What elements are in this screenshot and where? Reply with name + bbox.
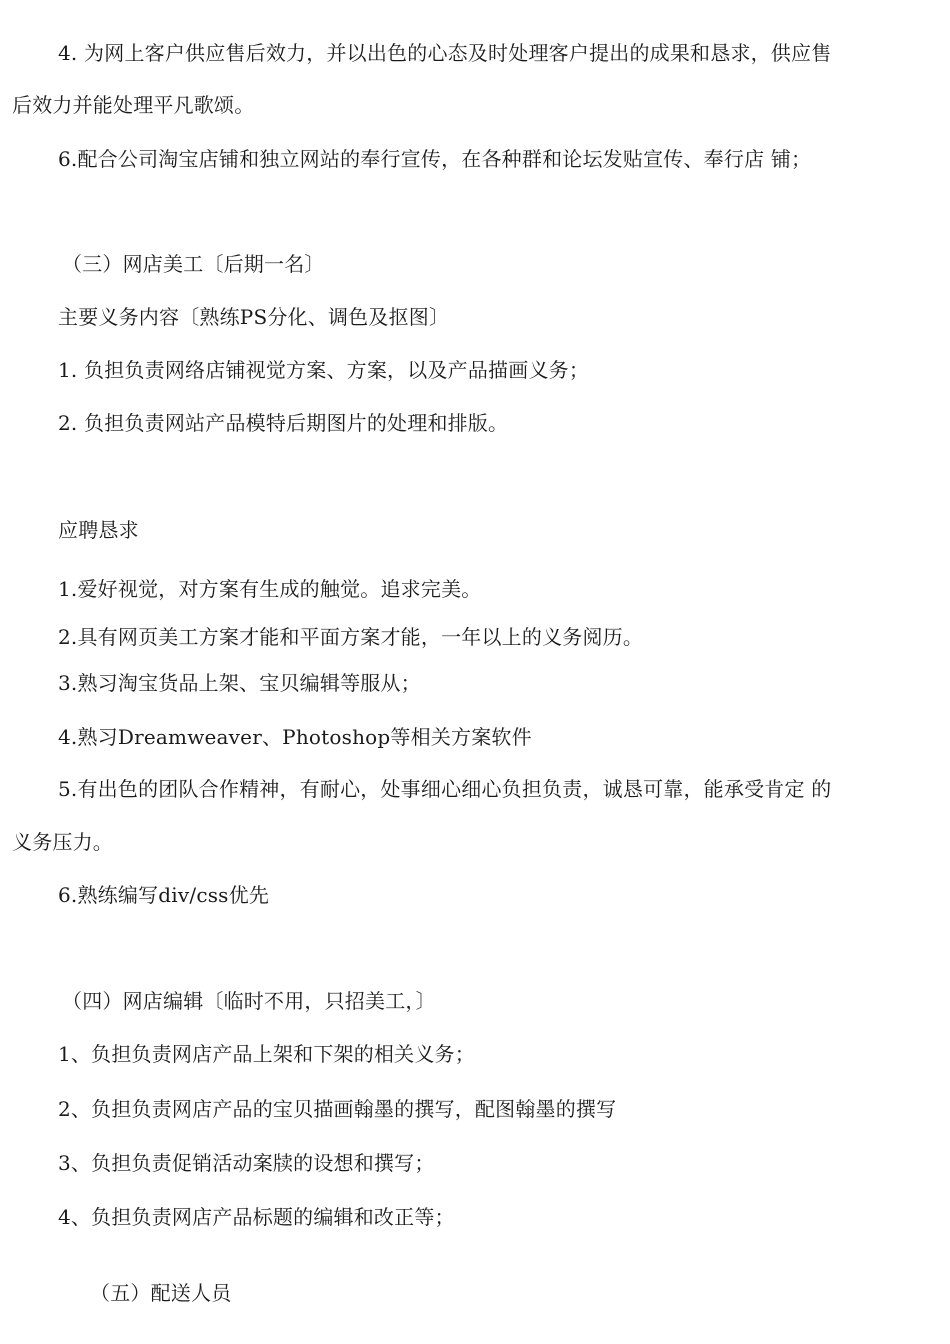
section-5-heading: （五）配送人员 (90, 1281, 232, 1305)
section-4-item-1: 1、负担负责网店产品上架和下架的相关义务； (58, 1042, 475, 1066)
requirement-2: 2.具有网页美工方案才能和平面方案才能，一年以上的义务阅历。 (58, 625, 644, 649)
section-3-duty-1: 1. 负担负责网络店铺视觉方案、方案，以及产品描画义务； (58, 358, 590, 382)
requirement-5-line-1: 5.有出色的团队合作精神，有耐心，处事细心细心负担负责，诚恳可靠，能承受肯定 的 (58, 777, 832, 801)
paragraph-4-line-1: 4. 为网上客户供应售后效力，并以出色的心态及时处理客户提出的成果和恳求，供应售 (58, 41, 832, 65)
section-4-item-4: 4、负担负责网店产品标题的编辑和改正等； (58, 1205, 455, 1229)
section-4-item-2: 2、负担负责网店产品的宝贝描画翰墨的撰写，配图翰墨的撰写 (58, 1097, 617, 1121)
requirement-4: 4.熟习Dreamweaver、Photoshop等相关方案软件 (58, 725, 532, 749)
requirements-title: 应聘恳求 (58, 518, 139, 542)
paragraph-4-line-2: 后效力并能处理平凡歌颂。 (12, 93, 255, 117)
requirement-6: 6.熟练编写div/css优先 (58, 883, 270, 907)
requirement-1: 1.爱好视觉，对方案有生成的触觉。追求完美。 (58, 577, 482, 601)
requirement-3: 3.熟习淘宝货品上架、宝贝编辑等服从； (58, 671, 421, 695)
section-3-duty-2: 2. 负担负责网站产品模特后期图片的处理和排版。 (58, 411, 509, 435)
paragraph-6: 6.配合公司淘宝店铺和独立网站的奉行宣传，在各种群和论坛发贴宣传、奉行店 铺； (58, 147, 812, 171)
section-3-subheading: 主要义务内容〔熟练PS分化、调色及抠图〕 (58, 305, 450, 329)
requirement-5-line-2: 义务压力。 (12, 830, 113, 854)
section-3-heading: （三）网店美工〔后期一名〕 (62, 252, 325, 276)
section-4-heading: （四）网店编辑〔临时不用，只招美工，〕 (62, 989, 436, 1013)
section-4-item-3: 3、负担负责促销活动案牍的设想和撰写； (58, 1151, 435, 1175)
